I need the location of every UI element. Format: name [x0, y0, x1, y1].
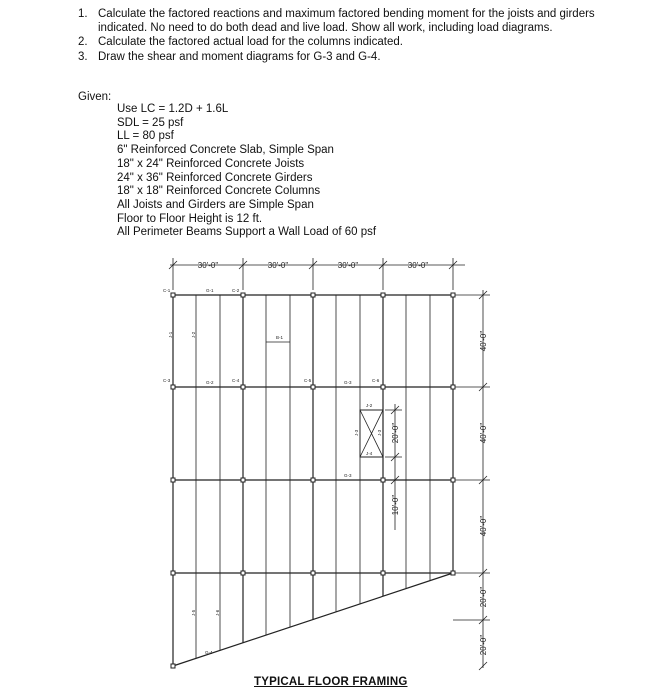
label-j3: J-3	[377, 429, 382, 436]
question-number: 3.	[78, 50, 88, 63]
label-j2: J-2	[191, 331, 196, 338]
label-c6: C-6	[372, 378, 380, 383]
given-item: 6" Reinforced Concrete Slab, Simple Span	[117, 144, 334, 157]
right-dim-2: 40'-0"	[479, 422, 488, 444]
given-item: Use LC = 1.2D + 1.6L	[117, 103, 229, 115]
label-g4: G-4	[205, 650, 213, 655]
label-j6: J-6	[215, 609, 220, 616]
top-dim-3: 30'-0"	[337, 261, 359, 270]
given-item: 18" x 24" Reinforced Concrete Joists	[117, 157, 305, 170]
question-text: Draw the shear and moment diagrams for G-3 and G-4.	[98, 50, 381, 63]
question-text: Calculate the factored reactions and maximum factored bending moment for the joists and girders indicated. No need to do both dead and live load. Show all work, including load diagrams.	[98, 8, 595, 34]
inner-dim-2: 10'-0"	[391, 494, 400, 516]
given-item: 24" x 36" Reinforced Concrete Girders	[117, 171, 313, 184]
label-opening-top: J-2	[366, 403, 373, 408]
given-item: All Perimeter Beams Support a Wall Load of 60 psf	[117, 226, 377, 239]
drawing-caption: TYPICAL FLOOR FRAMING	[254, 676, 408, 688]
label-b1: B-1	[276, 335, 284, 340]
label-j1: J-1	[168, 331, 173, 338]
top-dim-2: 30'-0"	[267, 261, 289, 270]
given-item: Floor to Floor Height is 12 ft.	[117, 212, 263, 225]
question-text: Calculate the factored actual load for the columns indicated.	[98, 36, 403, 48]
label-opening-side: J-3	[354, 429, 359, 436]
question-number: 1.	[78, 8, 88, 20]
label-c1a: C-1	[163, 288, 171, 293]
right-dim-4: 20'-0"	[479, 586, 488, 608]
inner-dim-1: 20'-0"	[391, 422, 400, 444]
label-g2: G-2	[206, 380, 214, 385]
label-g3b: G-3	[344, 473, 352, 478]
label-opening-bot: J-4	[366, 451, 373, 456]
question-number: 2.	[78, 36, 88, 48]
given-label: Given:	[78, 91, 112, 103]
label-g1: G-1	[206, 288, 214, 293]
given-item: SDL = 25 psf	[117, 116, 184, 129]
right-dim-5: 20'-0"	[479, 634, 488, 656]
right-dim-3: 40'-0"	[479, 515, 488, 537]
label-j5: J-5	[191, 609, 196, 616]
label-c4: C-4	[232, 378, 240, 383]
label-c3a: C-3	[163, 378, 171, 383]
given-item: All Joists and Girders are Simple Span	[117, 198, 314, 211]
given-item: LL = 80 psf	[117, 130, 174, 143]
top-dim-4: 30'-0"	[407, 261, 429, 270]
label-g3a: G-3	[344, 380, 352, 385]
given-item: 18" x 18" Reinforced Concrete Columns	[117, 185, 321, 198]
top-dim-1: 30'-0"	[197, 261, 219, 270]
framing-lines	[169, 258, 490, 670]
right-dim-1: 40'-0"	[479, 330, 488, 352]
label-c2: C-2	[232, 288, 240, 293]
label-c5: C-5	[304, 378, 312, 383]
